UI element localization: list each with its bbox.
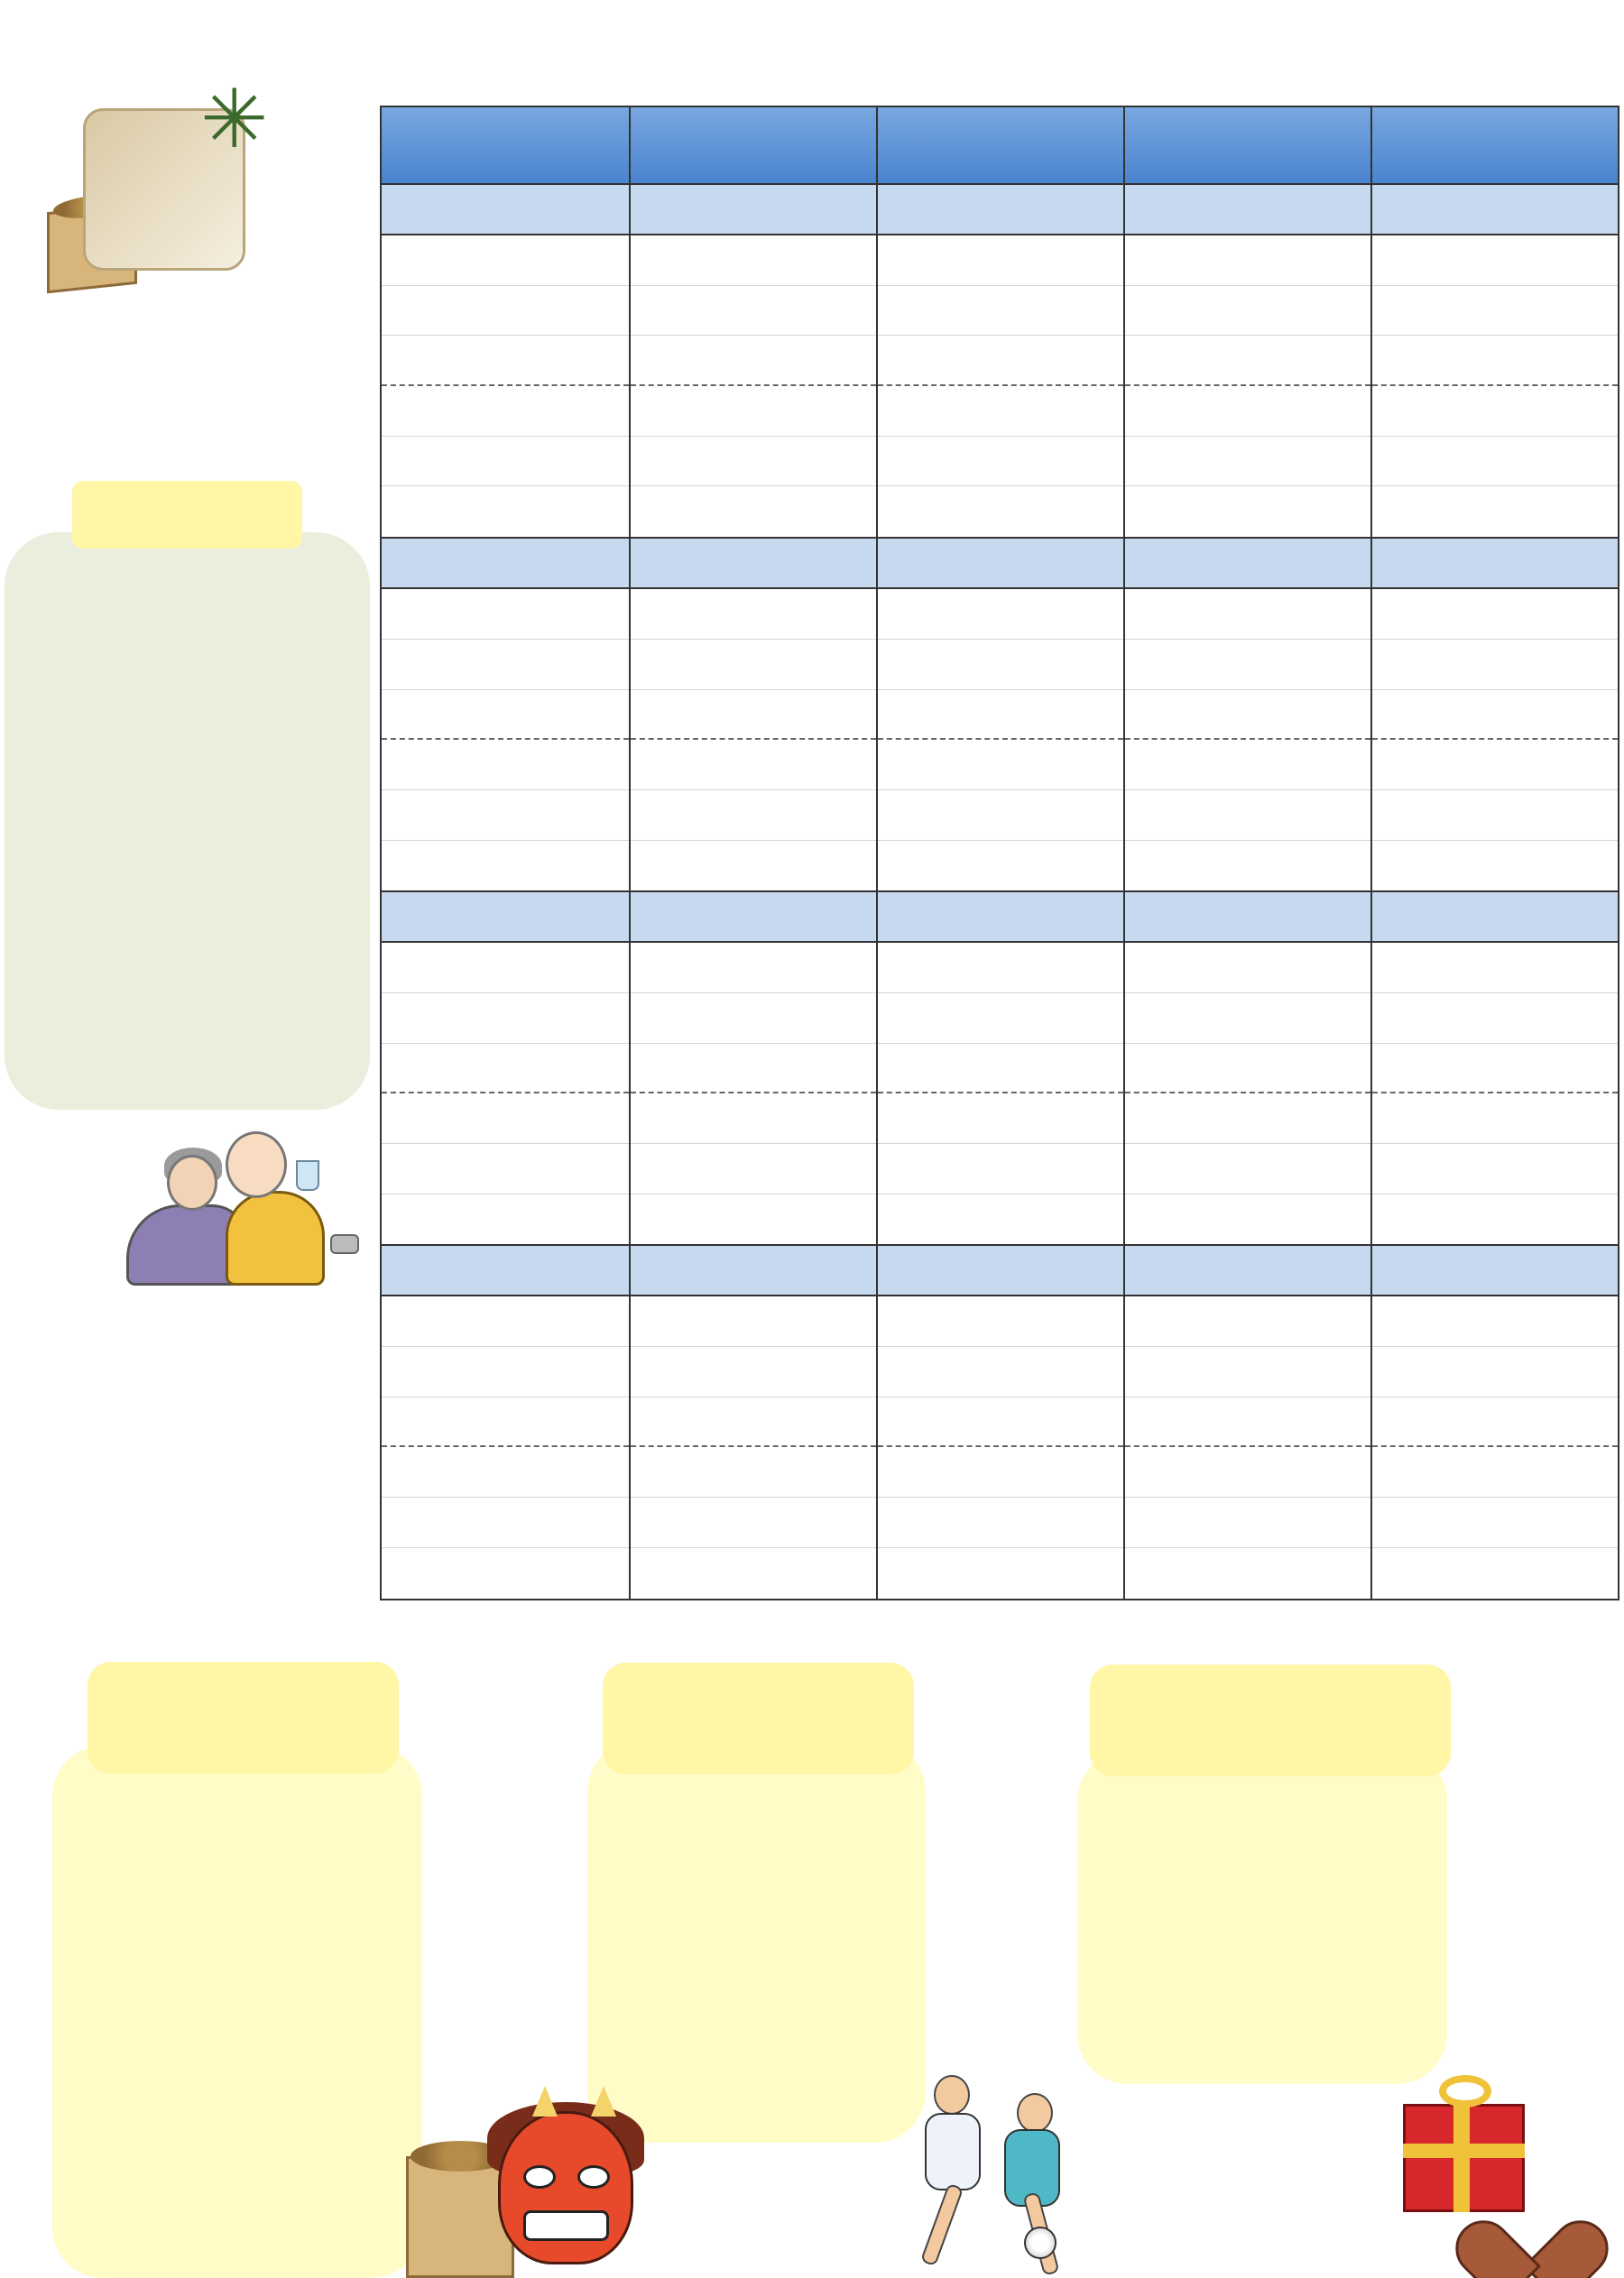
activity-slot [1125,286,1370,337]
activity-slot [1125,386,1370,437]
day-cell [1123,1296,1370,1598]
activity-slot [382,336,629,386]
activity-slot [878,1548,1123,1599]
activity-slot [1372,1296,1618,1347]
activity-slot [382,1144,629,1194]
activity-slot [1372,1347,1618,1397]
date-band [382,185,1618,235]
activity-slot [631,286,876,337]
activity-slot [631,1296,876,1347]
weekday-mon [382,107,629,183]
weekday-thu [1123,107,1370,183]
activity-slot [878,486,1123,537]
week-row [382,890,1618,1244]
oni-horn-left [532,2086,558,2117]
activity-slot [631,740,876,790]
date-cell [1123,539,1370,587]
weekday-tue [629,107,876,183]
activity-slot [878,1144,1123,1194]
activity-slot [1372,1093,1618,1144]
activity-slot [878,1194,1123,1245]
activity-slot [1125,1296,1370,1347]
activity-slot [878,943,1123,993]
activity-slot [382,690,629,741]
notice-tab [72,481,302,549]
date-cell [629,1246,876,1295]
date-cell [1123,1246,1370,1295]
day-cell [876,1296,1123,1598]
activity-slot [1125,841,1370,891]
activity-slot [878,740,1123,790]
activity-slot [631,640,876,690]
activity-slot [631,437,876,487]
month-badge [47,72,269,289]
date-cell [382,539,629,587]
program-calendar [380,106,1619,1600]
activity-slot [1125,993,1370,1044]
activity-slot [1372,286,1618,337]
grandpa-body [226,1191,325,1286]
seniors-handwashing-illustration [117,1128,370,1286]
activity-slot [1125,1044,1370,1094]
activity-slot [1125,589,1370,640]
activity-slot [631,1194,876,1245]
activity-slot [631,1447,876,1498]
date-cell [876,892,1123,941]
activity-slot [1372,690,1618,741]
activity-slot [1125,1548,1370,1599]
player-1-leg [920,2183,964,2267]
activity-slot [1372,1447,1618,1498]
activity-slot [1372,943,1618,993]
day-cell [1123,235,1370,537]
day-cell [629,589,876,890]
activity-slot [1372,740,1618,790]
activity-slot [382,1498,629,1548]
activity-slot [1372,1397,1618,1448]
date-band [382,1246,1618,1296]
day-cell [1370,589,1618,890]
date-cell [1123,185,1370,234]
day-cell [1370,1296,1618,1598]
activity-slot [1125,1194,1370,1245]
activity-slot [631,690,876,741]
date-cell [629,539,876,587]
activity-slot [1125,1498,1370,1548]
activity-slot [631,1548,876,1599]
activity-slot [878,1296,1123,1347]
date-cell [382,185,629,234]
oni-eye-right [577,2165,610,2189]
activity-slot [878,790,1123,841]
activity-slot [631,1397,876,1448]
activity-slot [878,437,1123,487]
oni-horn-right [591,2086,616,2117]
weekday-wed [876,107,1123,183]
activity-slot [1372,1194,1618,1245]
activity-slot [1372,640,1618,690]
activity-slot [382,1397,629,1448]
gift-ribbon-h [1403,2144,1525,2158]
activity-slot [382,486,629,537]
activity-slot [382,1194,629,1245]
week-cells [382,943,1618,1244]
activity-slot [631,1144,876,1194]
activity-slot [631,993,876,1044]
activity-slot [382,1296,629,1347]
date-cell [876,1246,1123,1295]
activity-slot [1372,386,1618,437]
day-cell [876,235,1123,537]
date-cell [876,539,1123,587]
activity-slot [1125,790,1370,841]
gift-bow [1439,2075,1491,2107]
player-2-head [1017,2093,1053,2133]
activity-slot [878,1397,1123,1448]
activity-slot [1125,1347,1370,1397]
day-cell [876,943,1123,1244]
player-1-head [934,2075,970,2115]
date-cell [1370,1246,1618,1295]
activity-slot [382,841,629,891]
week-cells [382,1296,1618,1598]
week-cells [382,235,1618,537]
event-2-body [587,1741,926,2143]
activity-slot [1372,336,1618,386]
activity-slot [382,943,629,993]
activity-slot [631,336,876,386]
activity-slot [1125,1447,1370,1498]
event-1-body [52,1746,422,2278]
activity-slot [1372,589,1618,640]
activity-slot [382,1447,629,1498]
activity-slot [382,235,629,286]
heart-box-icon [1487,2185,1591,2266]
date-band [382,539,1618,589]
activity-slot [1372,1498,1618,1548]
oni-mouth [523,2210,609,2241]
activity-slot [878,841,1123,891]
activity-slot [1372,486,1618,537]
activity-slot [631,1093,876,1144]
activity-slot [631,841,876,891]
activity-slot [382,437,629,487]
holly-leaf-icon: ✳ [200,72,269,167]
activity-slot [1125,1397,1370,1448]
notice-panel [5,532,370,1110]
activity-slot [1125,690,1370,741]
activity-slot [382,1093,629,1144]
day-cell [1123,943,1370,1244]
day-cell [876,589,1123,890]
day-cell [382,1296,629,1598]
activity-slot [382,1044,629,1094]
date-cell [629,185,876,234]
day-cell [382,589,629,890]
activity-slot [382,1548,629,1599]
event-2-tab [603,1663,914,1775]
activity-slot [878,1044,1123,1094]
grandma-head [167,1155,217,1211]
activity-slot [878,336,1123,386]
date-cell [876,185,1123,234]
date-band [382,892,1618,943]
date-cell [629,892,876,941]
activity-slot [1125,1144,1370,1194]
day-cell [1123,589,1370,890]
activity-slot [382,640,629,690]
activity-slot [382,1347,629,1397]
activity-slot [1372,1144,1618,1194]
date-cell [1370,892,1618,941]
day-cell [1370,943,1618,1244]
activity-slot [382,286,629,337]
activity-slot [631,486,876,537]
grandpa-head [226,1131,287,1198]
activity-slot [1125,486,1370,537]
activity-slot [878,1498,1123,1548]
cup-icon [296,1160,319,1191]
week-row [382,537,1618,890]
day-cell [382,235,629,537]
activity-slot [1125,943,1370,993]
activity-slot [1125,740,1370,790]
activity-slot [631,1347,876,1397]
oni-eye-left [523,2165,556,2189]
activity-slot [1125,1093,1370,1144]
activity-slot [878,993,1123,1044]
activity-slot [878,386,1123,437]
activity-slot [878,640,1123,690]
event-1-tab [88,1662,399,1774]
activity-slot [631,1498,876,1548]
activity-slot [631,386,876,437]
day-cell [382,943,629,1244]
event-3-tab [1090,1665,1451,1776]
activity-slot [1372,993,1618,1044]
day-cell [1370,235,1618,537]
activity-slot [1372,437,1618,487]
date-cell [1370,539,1618,587]
activity-slot [1125,235,1370,286]
activity-slot [1372,1044,1618,1094]
activity-slot [631,235,876,286]
date-cell [382,1246,629,1295]
activity-slot [1372,790,1618,841]
faucet-icon [330,1234,359,1254]
activity-slot [878,235,1123,286]
activity-slot [878,286,1123,337]
event-3-body [1077,1750,1447,2084]
activity-slot [631,589,876,640]
week-cells [382,589,1618,890]
day-cell [629,943,876,1244]
activity-slot [631,790,876,841]
week-row [382,183,1618,537]
activity-slot [878,589,1123,640]
gift-ribbon-v [1453,2104,1470,2212]
activity-slot [878,1347,1123,1397]
activity-slot [631,1044,876,1094]
activity-slot [1125,336,1370,386]
date-cell [382,892,629,941]
activity-slot [382,589,629,640]
activity-slot [1125,437,1370,487]
valentine-gift-illustration [1392,2050,1618,2278]
activity-slot [382,740,629,790]
weekday-header [382,107,1618,183]
activity-slot [1125,640,1370,690]
activity-slot [878,1447,1123,1498]
player-1-body [925,2113,981,2190]
activity-slot [382,993,629,1044]
activity-slot [1372,235,1618,286]
activity-slot [1372,841,1618,891]
date-cell [1123,892,1370,941]
day-cell [629,1296,876,1598]
weekday-fri [1370,107,1618,183]
week-row [382,1244,1618,1598]
soccer-ball-icon [1024,2227,1057,2259]
calendar-weeks [382,183,1618,1599]
activity-slot [631,943,876,993]
date-cell [1370,185,1618,234]
activity-slot [878,690,1123,741]
activity-slot [878,1093,1123,1144]
activity-slot [382,386,629,437]
activity-slot [382,790,629,841]
oni-face [498,2111,633,2264]
activity-slot [1372,1548,1618,1599]
oni-demon-illustration [397,2102,641,2278]
day-cell [629,235,876,537]
soccer-players-illustration [898,2048,1105,2273]
